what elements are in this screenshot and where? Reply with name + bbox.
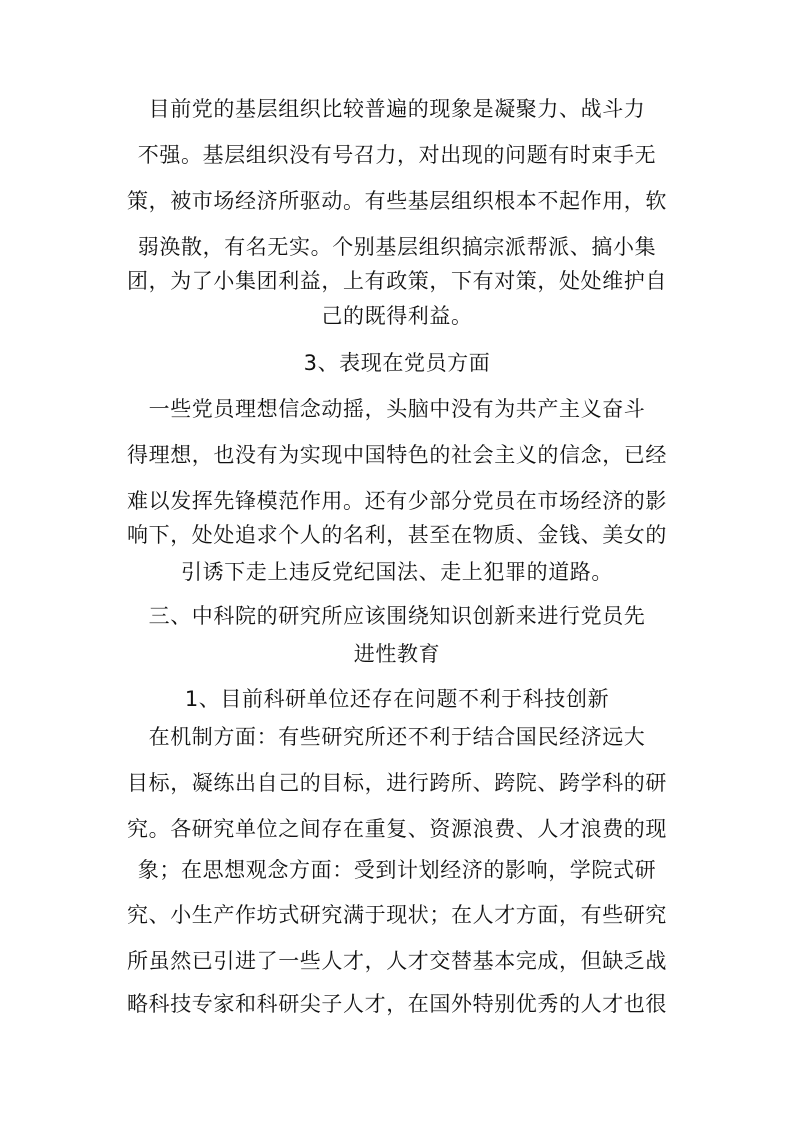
section-heading: 3、表现在党员方面 [303, 351, 491, 375]
paragraph-line: 得理想，也没有为实现中国特色的社会主义的信念，已经 [127, 443, 667, 467]
section-heading: 进性教育 [353, 642, 441, 666]
paragraph-line: 难以发挥先锋模范作用。还有少部分党员在市场经济的影 [127, 489, 667, 513]
paragraph-line: 在机制方面：有些研究所还不利于结合国民经济远大 [148, 725, 646, 749]
subsection-heading: 1、目前科研单位还存在问题不利于科技创新 [184, 687, 610, 711]
paragraph-line: 一些党员理想信念动摇，头脑中没有为共产主义奋斗 [148, 397, 646, 421]
paragraph-line: 目前党的基层组织比较普遍的现象是凝聚力、战斗力 [148, 97, 646, 121]
paragraph-line: 所虽然已引进了一些人才，人才交替基本完成，但缺乏战 [127, 949, 667, 973]
paragraph-line: 略科技专家和科研尖子人才，在国外特别优秀的人才也很 [127, 992, 667, 1016]
section-heading: 三、中科院的研究所应该围绕知识创新来进行党员先 [148, 604, 646, 628]
paragraph-line: 目标，凝练出自己的目标，进行跨所、跨院、跨学科的研 [127, 771, 667, 795]
paragraph-line: 策，被市场经济所驱动。有些基层组织根本不起作用，软 [127, 189, 667, 213]
paragraph-line: 究。各研究单位之间存在重复、资源浪费、人才浪费的现 [127, 817, 667, 841]
paragraph-line: 己的既得利益。 [321, 304, 473, 328]
paragraph-line: 响下，处处追求个人的名利，甚至在物质、金钱、美女的 [127, 523, 667, 547]
paragraph-line: 究、小生产作坊式研究满于现状；在人才方面，有些研究 [127, 903, 667, 927]
paragraph-line: 不强。基层组织没有号召力，对出现的问题有时束手无 [137, 143, 657, 167]
paragraph-line: 团，为了小集团利益，上有政策，下有对策，处处维护自 [127, 269, 667, 293]
paragraph-line: 弱涣散，有名无实。个别基层组织搞宗派帮派、搞小集 [137, 235, 657, 259]
paragraph-line: 象；在思想观念方面：受到计划经济的影响，学院式研 [137, 858, 657, 882]
paragraph-line: 引诱下走上违反党纪国法、走上犯罪的道路。 [181, 560, 613, 584]
